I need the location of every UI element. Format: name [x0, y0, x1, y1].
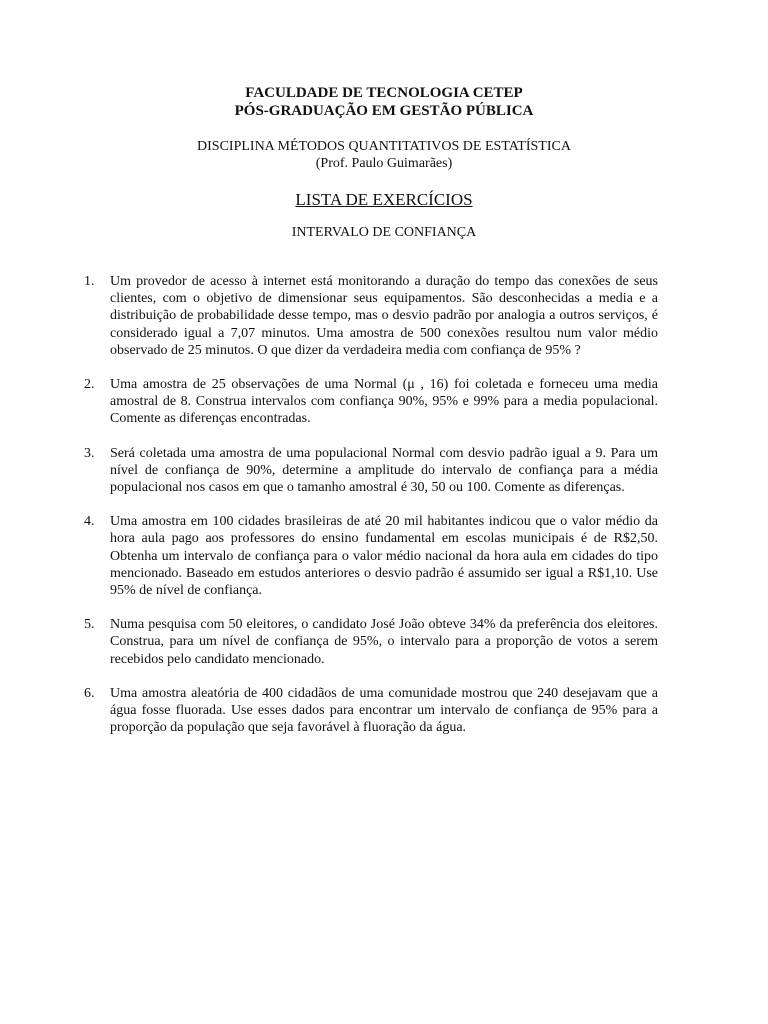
- exercise-item: [84, 616, 658, 668]
- exercise-number: 6.: [84, 685, 95, 701]
- program-name: PÓS-GRADUAÇÃO EM GESTÃO PÚBLICA: [234, 103, 534, 119]
- exercise-item: [84, 376, 658, 428]
- exercise-text: Numa pesquisa com 50 eleitores, o candidato José João obteve 34% da preferência dos eleitores. Construa, para um nível de confiança de 95%, o intervalo para a proporção de votos a serem recebidos pelo candidato mencionado.: [110, 617, 658, 667]
- exercise-number: 5.: [84, 617, 95, 633]
- list-title: LISTA DE EXERCÍCIOS: [295, 190, 473, 209]
- exercise-text: Uma amostra de 25 observações de uma Normal (μ , 16) foi coletada e forneceu uma media amostral de 8. Construa intervalos com confiança 90%, 95% e 99% para a media populacional. Comente as diferenças encontradas.: [110, 377, 658, 427]
- professor-name: (Prof. Paulo Guimarães): [315, 156, 453, 171]
- exercise-number: 3.: [84, 445, 95, 461]
- exercise-text: Uma amostra em 100 cidades brasileiras de até 20 mil habitantes indicou que o valor médio da hora aula pago aos professores do ensino fundamental em escolas municipais é de R$2,50. Obtenha um intervalo de confiança para o valor médio nacional da hora aula em cidades do tipo mencionado. Baseado em estudos anteriores o desvio padrão é assumido ser igual a R$1,10. Use 95% de nível de confiança.: [110, 514, 658, 599]
- exercise-item: [84, 273, 658, 359]
- list-subtitle: INTERVALO DE CONFIANÇA: [291, 225, 477, 240]
- exercise-text: Uma amostra aleatória de 400 cidadãos de uma comunidade mostrou que 240 desejavam que a água fosse fluorada. Use esses dados para encontrar um intervalo de confiança de 95% para a proporção da população que seja favorável à fluoração da água.: [110, 685, 658, 736]
- exercise-item: [84, 685, 658, 737]
- discipline-name: DISCIPLINA MÉTODOS QUANTITATIVOS DE ESTATÍSTICA: [197, 139, 571, 154]
- discipline-block: [0, 138, 768, 172]
- exercise-item: [84, 445, 658, 497]
- institution-name: FACULDADE DE TECNOLOGIA CETEP: [245, 85, 523, 101]
- exercise-text: Será coletada uma amostra de uma populacional Normal com desvio padrão igual a 9. Para um nível de confiança de 90%, determine a amplitude do intervalo de confiança para a média populacional nos casos em que o tamanho amostral é 30, 50 ou 100. Comente as diferenças.: [110, 445, 658, 496]
- exercise-item: [84, 513, 658, 599]
- exercise-number: 2.: [84, 377, 95, 393]
- exercise-text: Um provedor de acesso à internet está monitorando a duração do tempo das conexões de seus clientes, com o objetivo de dimensionar seus equipamentos. São desconhecidas a media e a distribuição de probabilidade desse tempo, mas o desvio padrão por analogia a outros serviços, é considerado igual a 7,07 minutos. Uma amostra de 500 conexões resultou num valor médio observado de 25 minutos. O que dizer da verdadeira media com confiança de 95% ?: [110, 274, 658, 358]
- exercise-number: 1.: [84, 274, 95, 289]
- document-header: [0, 84, 768, 241]
- exercise-list: [84, 273, 658, 753]
- exercise-number: 4.: [84, 514, 95, 530]
